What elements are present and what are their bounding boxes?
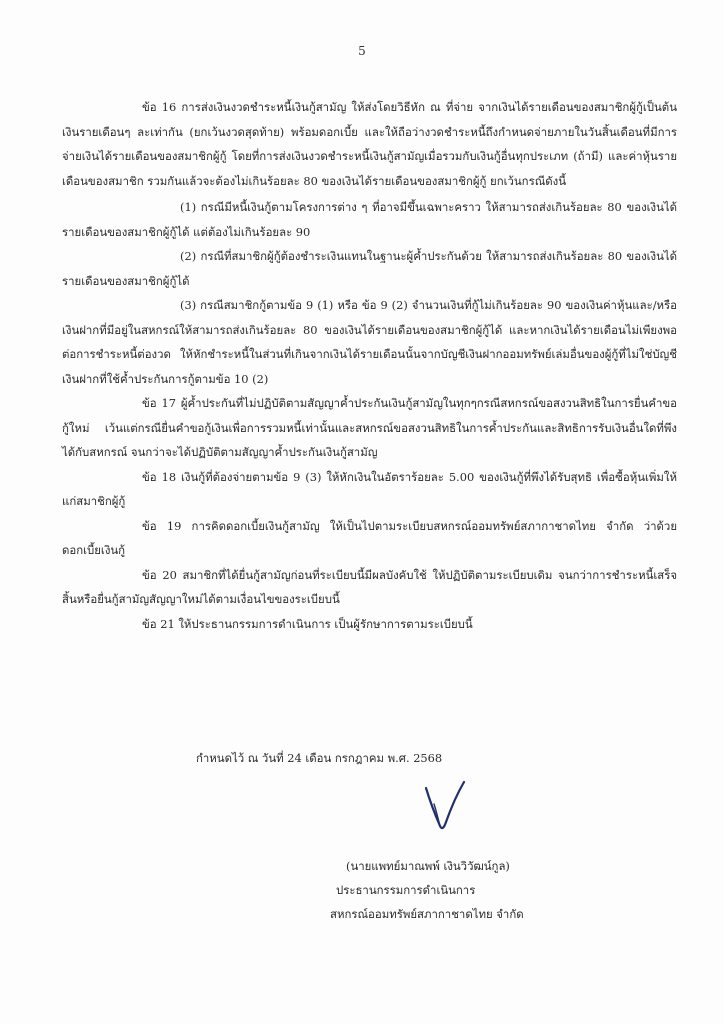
signatory-name: (นายแพทย์มาณพพ์ เงินวิวัฒน์กูล) — [346, 859, 510, 873]
signatory-position: ประธานกรรมการดำเนินการ — [336, 883, 476, 897]
clause-17-paragraph: ข้อ 17 ผู้ค้ำประกันที่ไม่ปฏิบัติตามสัญญาค้ำประกันเงินกู้สามัญในทุกๆกรณีสหกรณ์ขอสงวนสิทธิในการยื่นคำขอกู้ใหม่ เว้นแต่กรณียื่นคำขอกู้เงินเพื่อการรวมหนี้เท่านั้นและสหกรณ์ขอสงวนสิทธิในการค้ำประกันและสิทธิการรับเงินอื่นใดที่พึงได้กับสหกรณ์ จนกว่าจะได้ปฏิบัติตามสัญญาค้ำประกันเงินกู้สามัญ — [62, 396, 677, 459]
clause-16-item-1: (1) กรณีมีหนี้เงินกู้ตามโครงการต่าง ๆ ที่อาจมีขึ้นเฉพาะคราว ให้สามารถส่งเกินร้อยละ 80 ของเงินได้รายเดือนของสมาชิกผู้กู้ได้ แต่ต้องไม่เกินร้อยละ 90 — [62, 200, 677, 239]
clause-20-paragraph: ข้อ 20 สมาชิกที่ได้ยื่นกู้สามัญก่อนที่ระเบียบนี้มีผลบังคับใช้ ให้ปฏิบัติตามระเบียบเดิม จนกว่าการชำระหนี้เสร็จสิ้นหรือยื่นกู้สามัญสัญญาใหม่ได้ตามเงื่อนไขของระเบียบนี้ — [62, 567, 677, 606]
clause-18-paragraph: ข้อ 18 เงินกู้ที่ต้องจ่ายตามข้อ 9 (3) ให้หักเงินในอัตราร้อยละ 5.00 ของเงินกู้ที่พึงได้รับสุทธิ เพื่อซื้อหุ้นเพิ่มให้แก่สมาชิกผู้กู้ — [62, 469, 677, 508]
clause-16-item-3: (3) กรณีสมาชิกกู้ตามข้อ 9 (1) หรือ ข้อ 9 (2) จำนวนเงินที่กู้ไม่เกินร้อยละ 90 ของเงินค่าหุ้นและ/หรือเงินฝากที่มีอยู่ในสหกรณ์ให้สามารถส่งเกินร้อยละ 80 ของเงินได้รายเดือนของสมาชิกผู้กู้ได้ และหากเงินได้รายเดือนไม่เพียงพอต่อการชำระหนี้ต่องวด ให้หักชำระหนี้ในส่วนที่เกินจากเงินได้รายเดือนนั้นจากบัญชีเงินฝากออมทรัพย์เล่มอื่นของผู้กู้ที่ไม่ใช่บัญชีเงินฝากที่ใช้ค้ำประกันการกู้ตามข้อ 10 (2) — [62, 298, 677, 386]
regulation-body — [62, 95, 677, 636]
clause-16-item-2: (2) กรณีที่สมาชิกผู้กู้ต้องชำระเงินแทนในฐานะผู้ค้ำประกันด้วย ให้สามารถส่งเกินร้อยละ 80 ของเงินได้รายเดือนของสมาชิกผู้กู้ได้ — [62, 249, 677, 288]
clause-19-paragraph: ข้อ 19 การคิดดอกเบี้ยเงินกู้สามัญ ให้เป็นไปตามระเบียบสหกรณ์ออมทรัพย์สภากาชาดไทย จำกัด ว่าด้วยดอกเบี้ยเงินกู้ — [62, 518, 677, 557]
page-number: 5 — [358, 44, 366, 58]
signatory-organization: สหกรณ์ออมทรัพย์สภากาชาดไทย จำกัด — [330, 907, 524, 921]
issued-date-line: กำหนดไว้ ณ วันที่ 24 เดือน กรกฎาคม พ.ศ. 2568 — [196, 751, 443, 765]
signatory-block — [330, 854, 570, 926]
clause-21-paragraph: ข้อ 21 ให้ประธานกรรมการดำเนินการ เป็นผู้รักษาการตามระเบียบนี้ — [142, 616, 473, 631]
clause-16-paragraph: ข้อ 16 การส่งเงินงวดชำระหนี้เงินกู้สามัญ ให้ส่งโดยวิธีหัก ณ ที่จ่าย จากเงินได้รายเดือนของสมาชิกผู้กู้เป็นต้นเงินรายเดือนๆ ละเท่ากัน (ยกเว้นงวดสุดท้าย) พร้อมดอกเบี้ย และให้ถือว่างวดชำระหนี้ถึงกำหนดจ่ายภายในวันสิ้นเดือนที่มีการจ่ายเงินได้รายเดือนของสมาชิกผู้กู้ โดยที่การส่งเงินงวดชำระหนี้เงินกู้สามัญเมื่อรวมกับเงินกู้อื่นทุกประเภท (ถ้ามี) และค่าหุ้นรายเดือนของสมาชิก รวมกันแล้วจะต้องไม่เกินร้อยละ 80 ของเงินได้รายเดือนของสมาชิกผู้กู้ ยกเว้นกรณีดังนี้ — [62, 100, 677, 188]
handwritten-signature — [420, 778, 468, 836]
